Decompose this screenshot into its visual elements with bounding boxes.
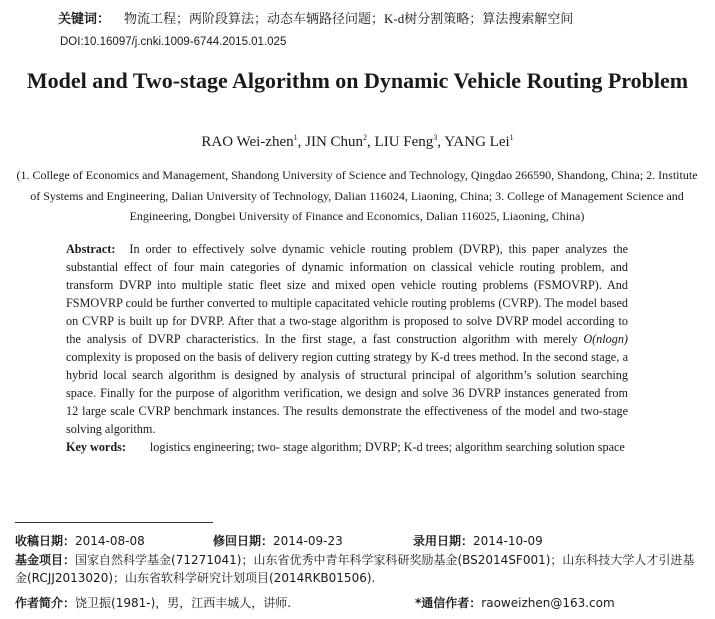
abstract-label: Abstract: bbox=[66, 242, 116, 256]
abstract-text-part1: In order to effectively solve dynamic vehicle routing problem (DVRP), this paper analyzes the substantial effect of four main categories of dynamic information on classical vehicle routing problem, and transform DVRP into multiple static fleet size and mixed open vehicle routing problems (FSMOVRP). And FSMOVRP could be further converted to multiple capacitated vehicle routing problems (CVRP). The model based on CVRP is built up for DVRP. After that a two-stage algorithm is proposed to solve DVRP model according to the analysis of DVRP characteristics. In the first stage, a fast construction algorithm with merely bbox=[66, 242, 628, 346]
author-name: JIN Chun bbox=[305, 134, 364, 150]
author-intro-text: 饶卫振(1981-)，男，江西丰城人，讲师. bbox=[75, 596, 292, 610]
author-intro-label: 作者简介： bbox=[15, 596, 76, 610]
accepted-date bbox=[413, 532, 543, 549]
author-list: RAO Wei-zhen$^1$, JIN Chun$^2$, LIU Feng$^3$, YANG Lei$^1$ bbox=[201, 133, 514, 150]
corr-label: *通信作者： bbox=[415, 596, 482, 610]
author-affil-mark: 2 bbox=[363, 133, 368, 142]
accepted-label: 录用日期： bbox=[413, 534, 474, 548]
fund-text: 国家自然科学基金(71271041)；山东省优秀中青年科学家科研奖励基金(BS2014SF001)；山东科技大学人才引进基金(RCJJ2013020)；山东省软科学研究计划项目(2014RKB01506). bbox=[15, 553, 695, 585]
author-name: LIU Feng bbox=[374, 134, 434, 150]
affiliations: (1. College of Economics and Management, Shandong University of Science and Technology, Qingdao 266590, Shandong, China; 2. Institute of Systems and Engineering, Dalian University of Technology, Dalian 116024, Liaoning, China; 3. College of Management Science and Engineering, Dongbei University of Finance and Economics, Dalian 116025, Liaoning, China) bbox=[16, 168, 698, 223]
revised-value: 2014-09-23 bbox=[273, 534, 343, 548]
corr-email[interactable]: raoweizhen@163.com bbox=[481, 596, 615, 610]
revised-label: 修回日期： bbox=[213, 534, 274, 548]
keywords-cn-text: 物流工程；两阶段算法；动态车辆路径问题；K-d树分割策略；算法搜索解空间 bbox=[124, 11, 574, 26]
author-name: YANG Lei bbox=[444, 134, 510, 150]
author-name: RAO Wei-zhen bbox=[201, 134, 294, 150]
abstract-complexity: O(nlogn) bbox=[583, 332, 628, 346]
keywords-cn-label: 关键词： bbox=[58, 11, 111, 26]
revised-date bbox=[213, 532, 343, 549]
footnote-divider bbox=[15, 522, 213, 523]
author-affil-mark: 1 bbox=[509, 133, 514, 142]
author-affil-mark: 3 bbox=[433, 133, 438, 142]
received-value: 2014-08-08 bbox=[75, 534, 145, 548]
abstract bbox=[66, 240, 628, 438]
keywords-en-text: logistics engineering; two- stage algorithm; DVRP; K-d trees; algorithm searching solution space bbox=[149, 440, 625, 454]
author-intro bbox=[15, 594, 705, 611]
doi: DOI:10.16097/j.cnki.1009-6744.2015.01.025 bbox=[60, 36, 287, 48]
accepted-value: 2014-10-09 bbox=[473, 534, 543, 548]
corresponding-author bbox=[415, 594, 615, 611]
keywords-en bbox=[66, 438, 628, 456]
author-affil-mark: 1 bbox=[293, 133, 298, 142]
paper-title: Model and Two-stage Algorithm on Dynamic Vehicle Routing Problem bbox=[26, 68, 689, 93]
keywords-en-label: Key words: bbox=[66, 440, 126, 454]
abstract-text-part2: complexity is proposed on the basis of delivery region cutting strategy by K-d trees method. In the second stage, a hybrid local search algorithm is designed by analysis of structural principal of algorithm’s solution searching space. Finally for the purpose of algorithm verification, we design and solve 36 DVRP instances generated from 12 large scale CVRP benchmark instances. The results demonstrate the effectiveness of the model and two-stage solving algorithm. bbox=[66, 350, 628, 436]
fund-info bbox=[15, 551, 703, 587]
keywords-cn bbox=[58, 8, 573, 27]
received-date bbox=[15, 532, 145, 549]
fund-label: 基金项目： bbox=[15, 553, 76, 567]
received-label: 收稿日期： bbox=[15, 534, 76, 548]
